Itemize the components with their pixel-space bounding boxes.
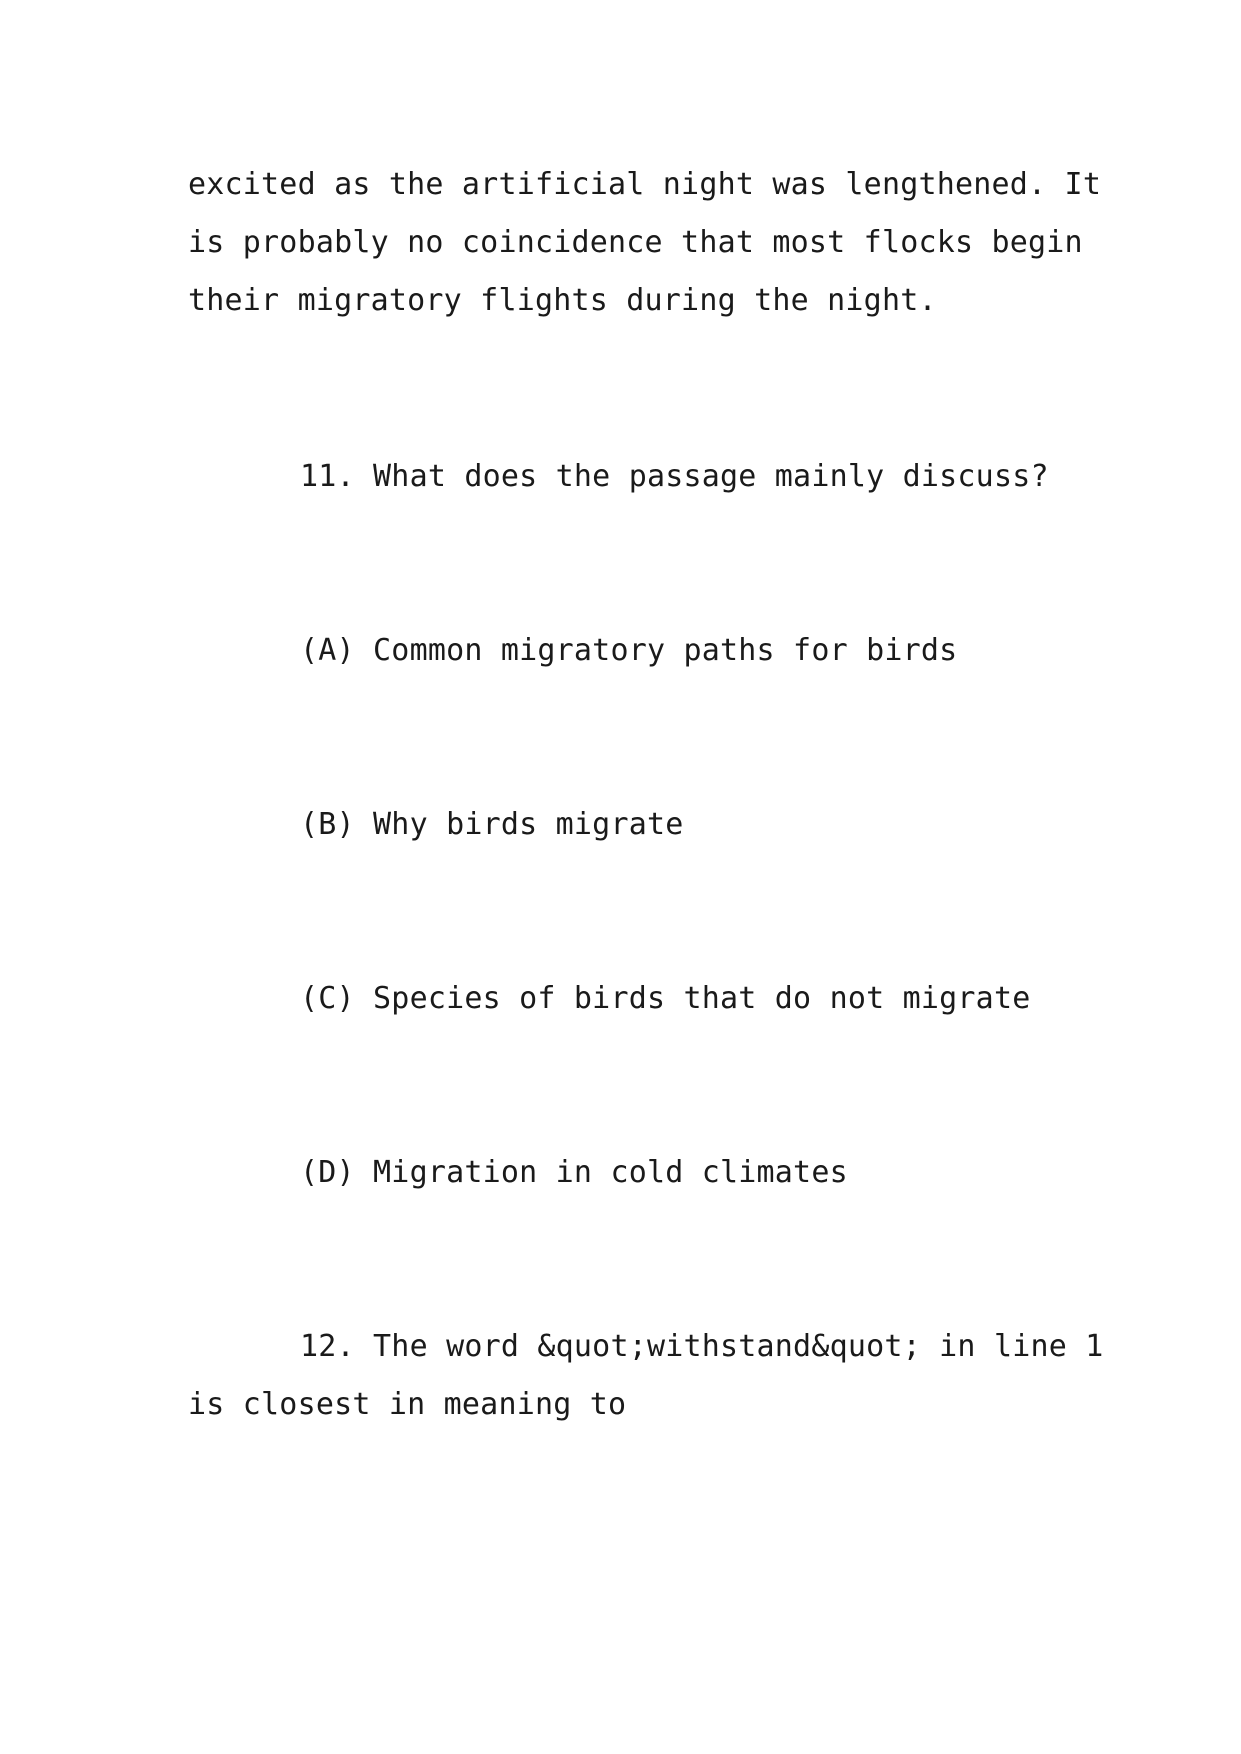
passage-line-3: their migratory flights during the night. <box>188 283 937 318</box>
passage-line-2: is probably no coincidence that most flocks begin <box>188 225 1083 260</box>
question-11-option-b: (B) Why birds migrate <box>300 807 684 842</box>
question-11-option-c: (C) Species of birds that do not migrate <box>300 981 1031 1016</box>
question-12-stem-line-1: 12. The word &quot;withstand&quot; in line 1 <box>300 1329 1104 1364</box>
question-12-stem-line-2: is closest in meaning to <box>188 1387 627 1422</box>
question-11-stem: 11. What does the passage mainly discuss? <box>300 459 1049 494</box>
question-11-option-a: (A) Common migratory paths for birds <box>300 633 958 668</box>
passage-line-1: excited as the artificial night was lengthened. It <box>188 167 1102 202</box>
question-11-option-d: (D) Migration in cold climates <box>300 1155 848 1190</box>
